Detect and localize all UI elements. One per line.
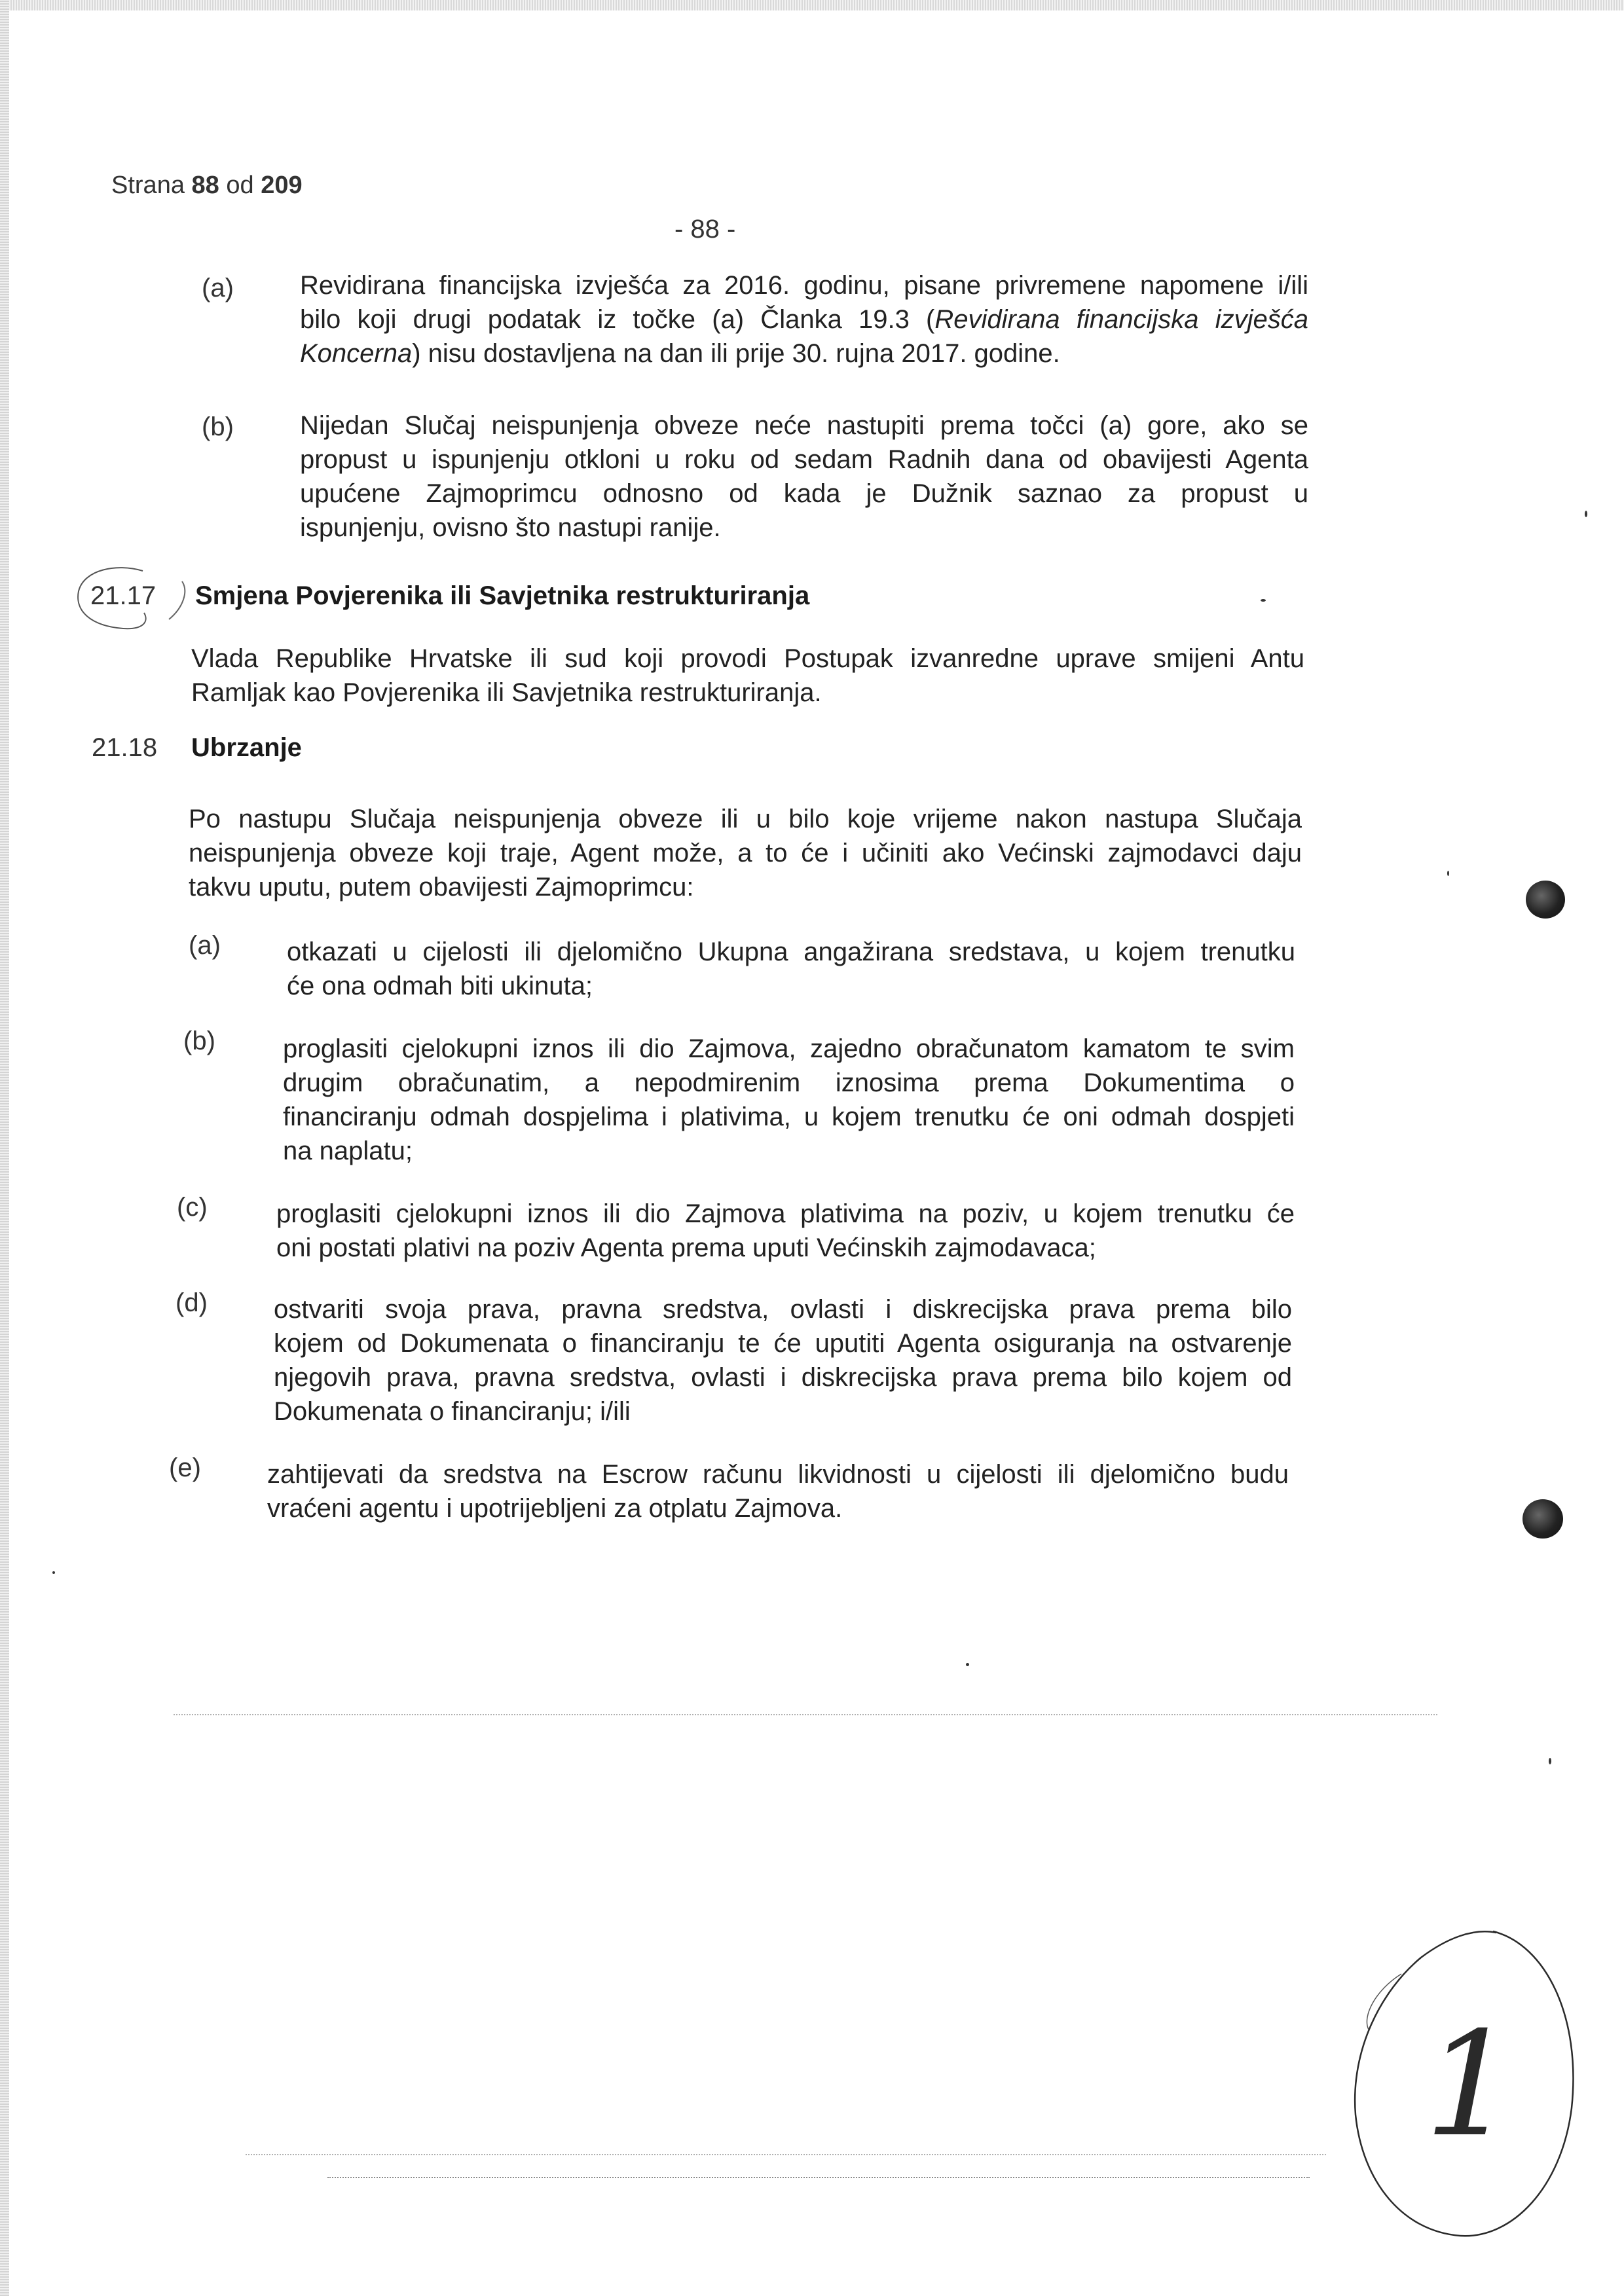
accel-e-text: zahtijevati da sredstva na Escrow računu likvidnosti u cijelosti ili djelomično budu vraćeni agentu i upotrijebljeni za otplatu Zajmova. xyxy=(267,1460,1289,1523)
faint-scan-line xyxy=(174,1714,1437,1715)
handwritten-number: 1 xyxy=(1424,2001,1516,2168)
accel-b-label: (b) xyxy=(183,1027,215,1055)
accel-d-text: ostvariti svoja prava, pravna sredstva, ovlasti i diskrecijska prava prema bilo kojem od Dokumenata o financiranju te će uputiti Agenta osiguranja na ostvarenje njegovih prava, pravna sredstva, ovlasti i diskrecijska prava prema bilo kojem od Dokumenata o financiranju; i/ili xyxy=(274,1295,1292,1426)
scan-edge-left xyxy=(0,0,9,2296)
section-2118-intro: Po nastupu Slučaja neispunjenja obveze ili u bilo koje vrijeme nakon nastupa Slučaja neispunjenja obveze koji traje, Agent može, a to će i učiniti ako Većinski zajmodavci daju takvu uputu, putem obavijesti Zajmoprimcu: xyxy=(189,805,1302,902)
section-2117-number: 21.17 xyxy=(90,581,157,610)
scan-speck xyxy=(1261,599,1266,602)
accel-d-label: (d) xyxy=(175,1288,208,1317)
scan-speck xyxy=(966,1663,969,1666)
section-2118-number: 21.18 xyxy=(92,733,158,762)
list1-b-text: Nijedan Slučaj neispunjenja obveze neće nastupiti prema točci (a) gore, ako se propust u ispunjenju otkloni u roku od sedam Radnih dana od obavijesti Agenta upućene Zajmoprimcu odnosno od kada je Dužnik saznao za propust u ispunjenju, ovisno što nastupi ranije. xyxy=(300,411,1308,542)
accel-e-label: (e) xyxy=(169,1453,201,1482)
accel-c-label: (c) xyxy=(177,1193,208,1222)
scan-hole-punch xyxy=(1526,881,1565,919)
list1-b-label: (b) xyxy=(202,412,234,441)
header-total: 209 xyxy=(261,172,303,199)
scan-speck xyxy=(52,1571,55,1574)
header-page: 88 xyxy=(191,172,219,199)
faint-scan-line xyxy=(327,2177,1310,2178)
accel-c-text: proglasiti cjelokupni iznos ili dio Zajmova plativima na poziv, u kojem trenutku će oni postati plativi na poziv Agenta prema uputi Većinskih zajmodavaca; xyxy=(276,1199,1295,1262)
section-2117-text: Vlada Republike Hrvatske ili sud koji provodi Postupak izvanredne uprave smijeni Antu Ramljak kao Povjerenika ili Savjetnika restrukturiranja. xyxy=(191,644,1304,707)
scan-speck xyxy=(1447,871,1449,876)
accel-b-text: proglasiti cjelokupni iznos ili dio Zajmova, zajedno obračunatom kamatom te svim drugim obračunatim, a nepodmirenim iznosima prema Dokumentima o financiranju odmah dospjelima i plativima, u kojem trenutku će oni odmah dospjeti na naplatu; xyxy=(283,1034,1295,1165)
section-2117-title: Smjena Povjerenika ili Savjetnika restrukturiranja xyxy=(195,581,810,610)
handwritten-circled-number xyxy=(1329,1918,1585,2246)
accel-a-label: (a) xyxy=(189,931,221,960)
scan-edge-top xyxy=(0,0,1624,10)
scan-speck xyxy=(1549,1758,1551,1764)
page-header: Strana 88 od 209 xyxy=(111,172,303,199)
scan-hole-punch xyxy=(1522,1499,1563,1539)
scan-speck xyxy=(1585,511,1587,517)
section-2118-title: Ubrzanje xyxy=(191,733,302,762)
list1-a-text: Revidirana financijska izvješća za 2016. godinu, pisane privremene napomene i/ili bilo koji drugi podatak iz točke (a) Članka 19.3 (Revidirana financijska izvješća Koncerna) nisu dostavljena na dan ili prije 30. rujna 2017. godine. xyxy=(300,271,1308,368)
faint-scan-line xyxy=(246,2154,1326,2155)
list1-a-label: (a) xyxy=(202,274,234,302)
page-number: - 88 - xyxy=(674,215,736,244)
accel-a-text: otkazati u cijelosti ili djelomično Ukupna angažirana sredstava, u kojem trenutku će ona odmah biti ukinuta; xyxy=(287,938,1295,1000)
